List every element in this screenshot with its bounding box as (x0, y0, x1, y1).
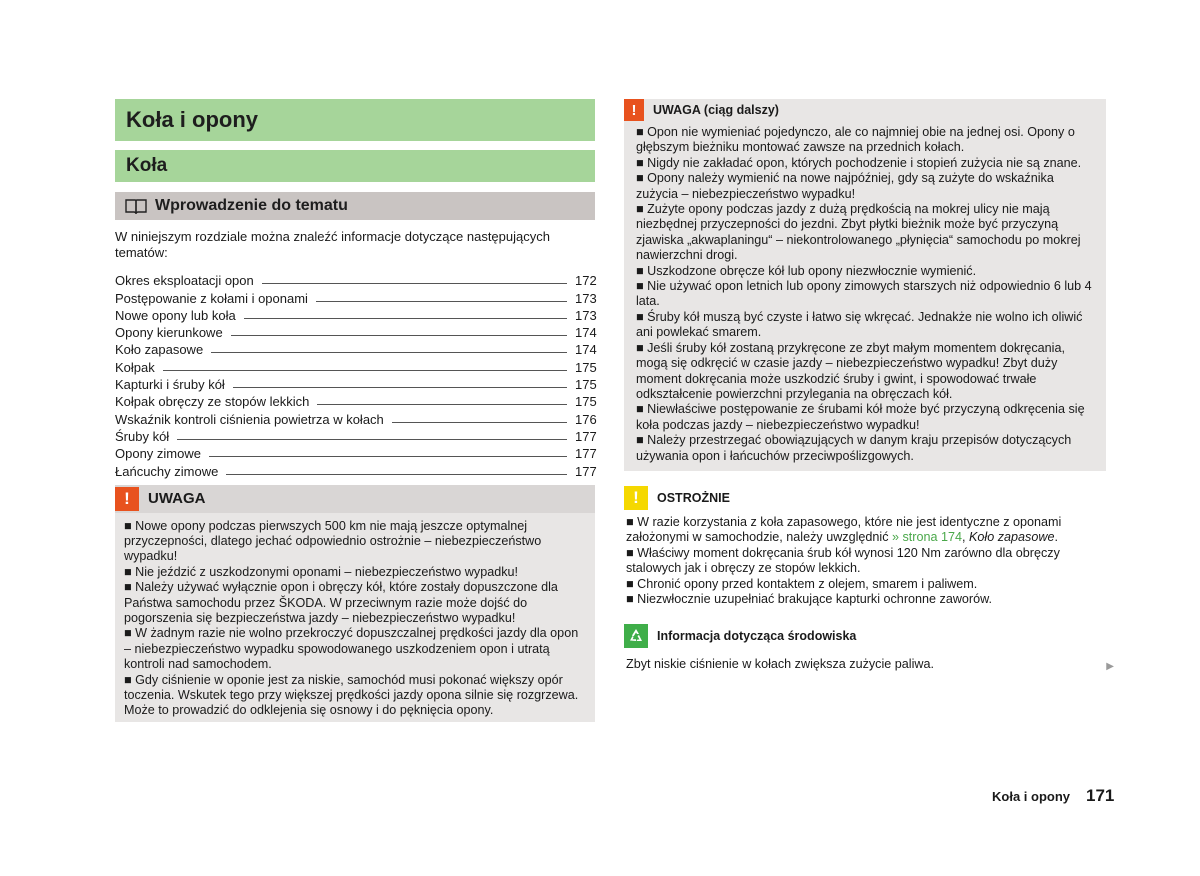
toc-entry[interactable] (115, 271, 595, 288)
toc-entry[interactable] (115, 288, 595, 305)
toc-entry[interactable] (115, 409, 595, 426)
toc-leader (244, 318, 567, 319)
warning-item: ■ Jeśli śruby kół zostaną przykręcone ze zbyt małym momentem dokręcania, mogą się odkręcić w czasie jazdy – niebezpieczeństwo wypadku! Zbyt duży moment dokręcania może uszkodzić śruby i gwint, i spowodować trwałe odkształcenie powierzchni przylegania na obręczach kół. (636, 340, 1065, 401)
toc-leader (177, 439, 567, 440)
toc-entry[interactable] (115, 340, 595, 357)
toc-entry[interactable] (115, 444, 595, 461)
toc-entry-title: Opony zimowe (115, 446, 201, 462)
environment-title: Informacja dotycząca środowiska (657, 629, 857, 644)
toc-entry-title: Postępowanie z kołami i oponami (115, 290, 308, 306)
toc-page-number: 174 (575, 325, 597, 341)
toc-page-number: 173 (575, 290, 597, 306)
warning-item: ■ Zużyte opony podczas jazdy z dużą prędkością na mokrej ulicy nie mają niezbędnej przyczepności do jezdni. Zbyt płytki bieżnik może być przyczyną zjawiska „akwaplaningu“ – niekontrolowanego „płynięcia“ samochodu po mokrej nawierzchni drogi. (636, 202, 1081, 263)
link-reference: Koło zapasowe (969, 530, 1055, 545)
table-of-contents (115, 271, 595, 479)
toc-leader (209, 456, 567, 457)
warning-item: ■ Należy używać wyłącznie opon i obręczy kół, które zostały dopuszczone dla Państwa samochodu przez ŠKODA. W przeciwnym razie może dojść do pogorszenia się bezpieczeństwa jazdy – niebezpieczeństwo wypadku! (124, 580, 558, 625)
chapter-title: Koła i opony (115, 99, 595, 141)
toc-page-number: 177 (575, 446, 597, 462)
right-column (624, 99, 1114, 673)
warning-item: ■ Uszkodzone obręcze kół lub opony niezwłocznie wymienić. (636, 263, 977, 278)
page-footer (992, 786, 1114, 806)
warning-item: ■ Opon nie wymieniać pojedynczo, ale co najmniej obie na jednej osi. Opony o głębszym bieżniku montować zawsze na przednich kołach. (636, 125, 1075, 155)
warning-item: ■ Śruby kół muszą być czyste i łatwo się wkręcać. Jednakże nie wolno ich oliwić ani powlekać smarem. (636, 309, 1083, 340)
toc-page-number: 175 (575, 377, 597, 393)
caution-icon: ! (624, 486, 648, 510)
subsection-title-text: Wprowadzenie do tematu (155, 197, 348, 214)
environment-text: Zbyt niskie ciśnienie w kołach zwiększa zużycie paliwa. (626, 657, 934, 672)
caution-title: OSTROŻNIE (657, 490, 730, 505)
toc-entry-title: Kołpak (115, 359, 155, 375)
caution-header (624, 485, 1106, 511)
book-icon (125, 198, 147, 214)
environment-header (624, 623, 1106, 649)
toc-entry[interactable] (115, 461, 595, 478)
warning-item: ■ Nowe opony podczas pierwszych 500 km nie mają jeszcze optymalnej przyczepności, dlatego jechać odpowiednio ostrożnie – niebezpieczeństwo wypadku! (124, 518, 542, 564)
toc-leader (211, 352, 567, 353)
section-title: Koła (115, 150, 595, 182)
toc-leader (231, 335, 567, 336)
toc-page-number: 177 (575, 428, 597, 444)
toc-entry[interactable] (115, 375, 595, 392)
warning-title: UWAGA (148, 490, 206, 508)
page-link[interactable]: » strona 174 (892, 530, 963, 545)
toc-leader (317, 404, 567, 405)
toc-leader (163, 370, 567, 371)
toc-entry-title: Wskaźnik kontroli ciśnienia powietrza w kołach (115, 411, 384, 427)
warning-item: ■ Niewłaściwe postępowanie ze śrubami kół może być przyczyną odkręcenia się koła podczas jazdy – niebezpieczeństwo wypadku! (636, 402, 1085, 432)
toc-leader (262, 283, 567, 284)
toc-entry-title: Opony kierunkowe (115, 325, 223, 341)
warning-body (115, 513, 595, 722)
recycle-icon (624, 624, 648, 648)
toc-entry-title: Okres eksploatacji opon (115, 273, 254, 289)
warning-item: ■ Opony należy wymienić na nowe najpóźniej, gdy są zużyte do wskaźnika zużycia – niebezpieczeństwo wypadku! (636, 171, 1054, 201)
warning-continued-box (624, 99, 1106, 471)
toc-page-number: 173 (575, 307, 597, 323)
warning-icon: ! (115, 487, 139, 511)
toc-page-number: 176 (575, 411, 597, 427)
caution-item: ■ Właściwy moment dokręcania śrub kół wynosi 120 Nm zarówno dla obręczy stalowych jak i obręczy ze stopów lekkich. (626, 545, 1060, 576)
toc-entry[interactable] (115, 392, 595, 409)
caution-body (624, 511, 1106, 607)
continue-arrow-icon: ▶ (1106, 661, 1114, 673)
toc-page-number: 174 (575, 342, 597, 358)
warning-header (115, 485, 595, 513)
warning-icon: ! (624, 99, 644, 121)
toc-leader (226, 474, 567, 475)
toc-entry-title: Nowe opony lub koła (115, 307, 236, 323)
environment-body (624, 649, 1114, 673)
page-number: 171 (1086, 786, 1115, 805)
toc-entry-title: Kapturki i śruby kół (115, 377, 225, 393)
caution-item: ■ Chronić opony przed kontaktem z olejem, smarem i paliwem. (626, 576, 978, 591)
toc-entry[interactable] (115, 427, 595, 444)
warning-continued-header (624, 99, 1106, 121)
toc-leader (316, 301, 567, 302)
toc-leader (233, 387, 567, 388)
subsection-title (115, 192, 595, 220)
warning-continued-title: UWAGA (ciąg dalszy) (653, 103, 779, 117)
warning-item: ■ W żadnym razie nie wolno przekroczyć dopuszczalnej prędkości jazdy dla opon – niebezpieczeństwo wypadku spowodowanego uszkodzeniem opon i utratą kontroli nad samochodem. (124, 626, 579, 672)
toc-leader (392, 422, 567, 423)
warning-item: ■ Nigdy nie zakładać opon, których pochodzenie i stopień zużycia nie są znane. (636, 155, 1082, 170)
warning-item: ■ Gdy ciśnienie w oponie jest za niskie, samochód musi pokonać większy opór toczenia. Wskutek tego przy większej prędkości jazdy opona silnie się rozgrzewa. Może to prowadzić do odklejenia się osnowy i do pęknięcia opony. (124, 672, 579, 718)
toc-entry-title: Śruby kół (115, 428, 170, 444)
toc-page-number: 172 (575, 273, 597, 289)
toc-page-number: 177 (575, 463, 597, 479)
toc-entry-title: Kołpak obręczy ze stopów lekkich (115, 394, 310, 410)
caution-item: ■ Niezwłocznie uzupełniać brakujące kapturki ochronne zaworów. (626, 591, 993, 606)
toc-entry-title: Koło zapasowe (115, 342, 204, 358)
toc-entry-title: Łańcuchy zimowe (115, 463, 219, 479)
toc-entry[interactable] (115, 306, 595, 323)
toc-entry[interactable] (115, 323, 595, 340)
caution-item: ■ W razie korzystania z koła zapasowego, które nie jest identyczne z oponami założonymi w samochodzie, należy uwzględnić » strona 174, Koło zapasowe. (626, 514, 1062, 545)
warning-item: ■ Nie jeździć z uszkodzonymi oponami – niebezpieczeństwo wypadku! (124, 564, 519, 579)
toc-page-number: 175 (575, 359, 597, 375)
intro-text: W niniejszym rozdziale można znaleźć informacje dotyczące następujących tematów: (115, 229, 550, 260)
warning-continued-body (624, 121, 1106, 471)
toc-page-number: 175 (575, 394, 597, 410)
warning-item: ■ Należy przestrzegać obowiązujących w danym kraju przepisów dotyczących używania opon i łańcuchów przeciwpoślizgowych. (636, 433, 1072, 463)
warning-box (115, 485, 595, 722)
footer-section: Koła i opony (992, 789, 1070, 804)
toc-entry[interactable] (115, 357, 595, 374)
warning-item: ■ Nie używać opon letnich lub opony zimowych starszych niż odpowiednio 6 lub 4 lata. (636, 279, 1092, 309)
left-column (115, 99, 595, 722)
